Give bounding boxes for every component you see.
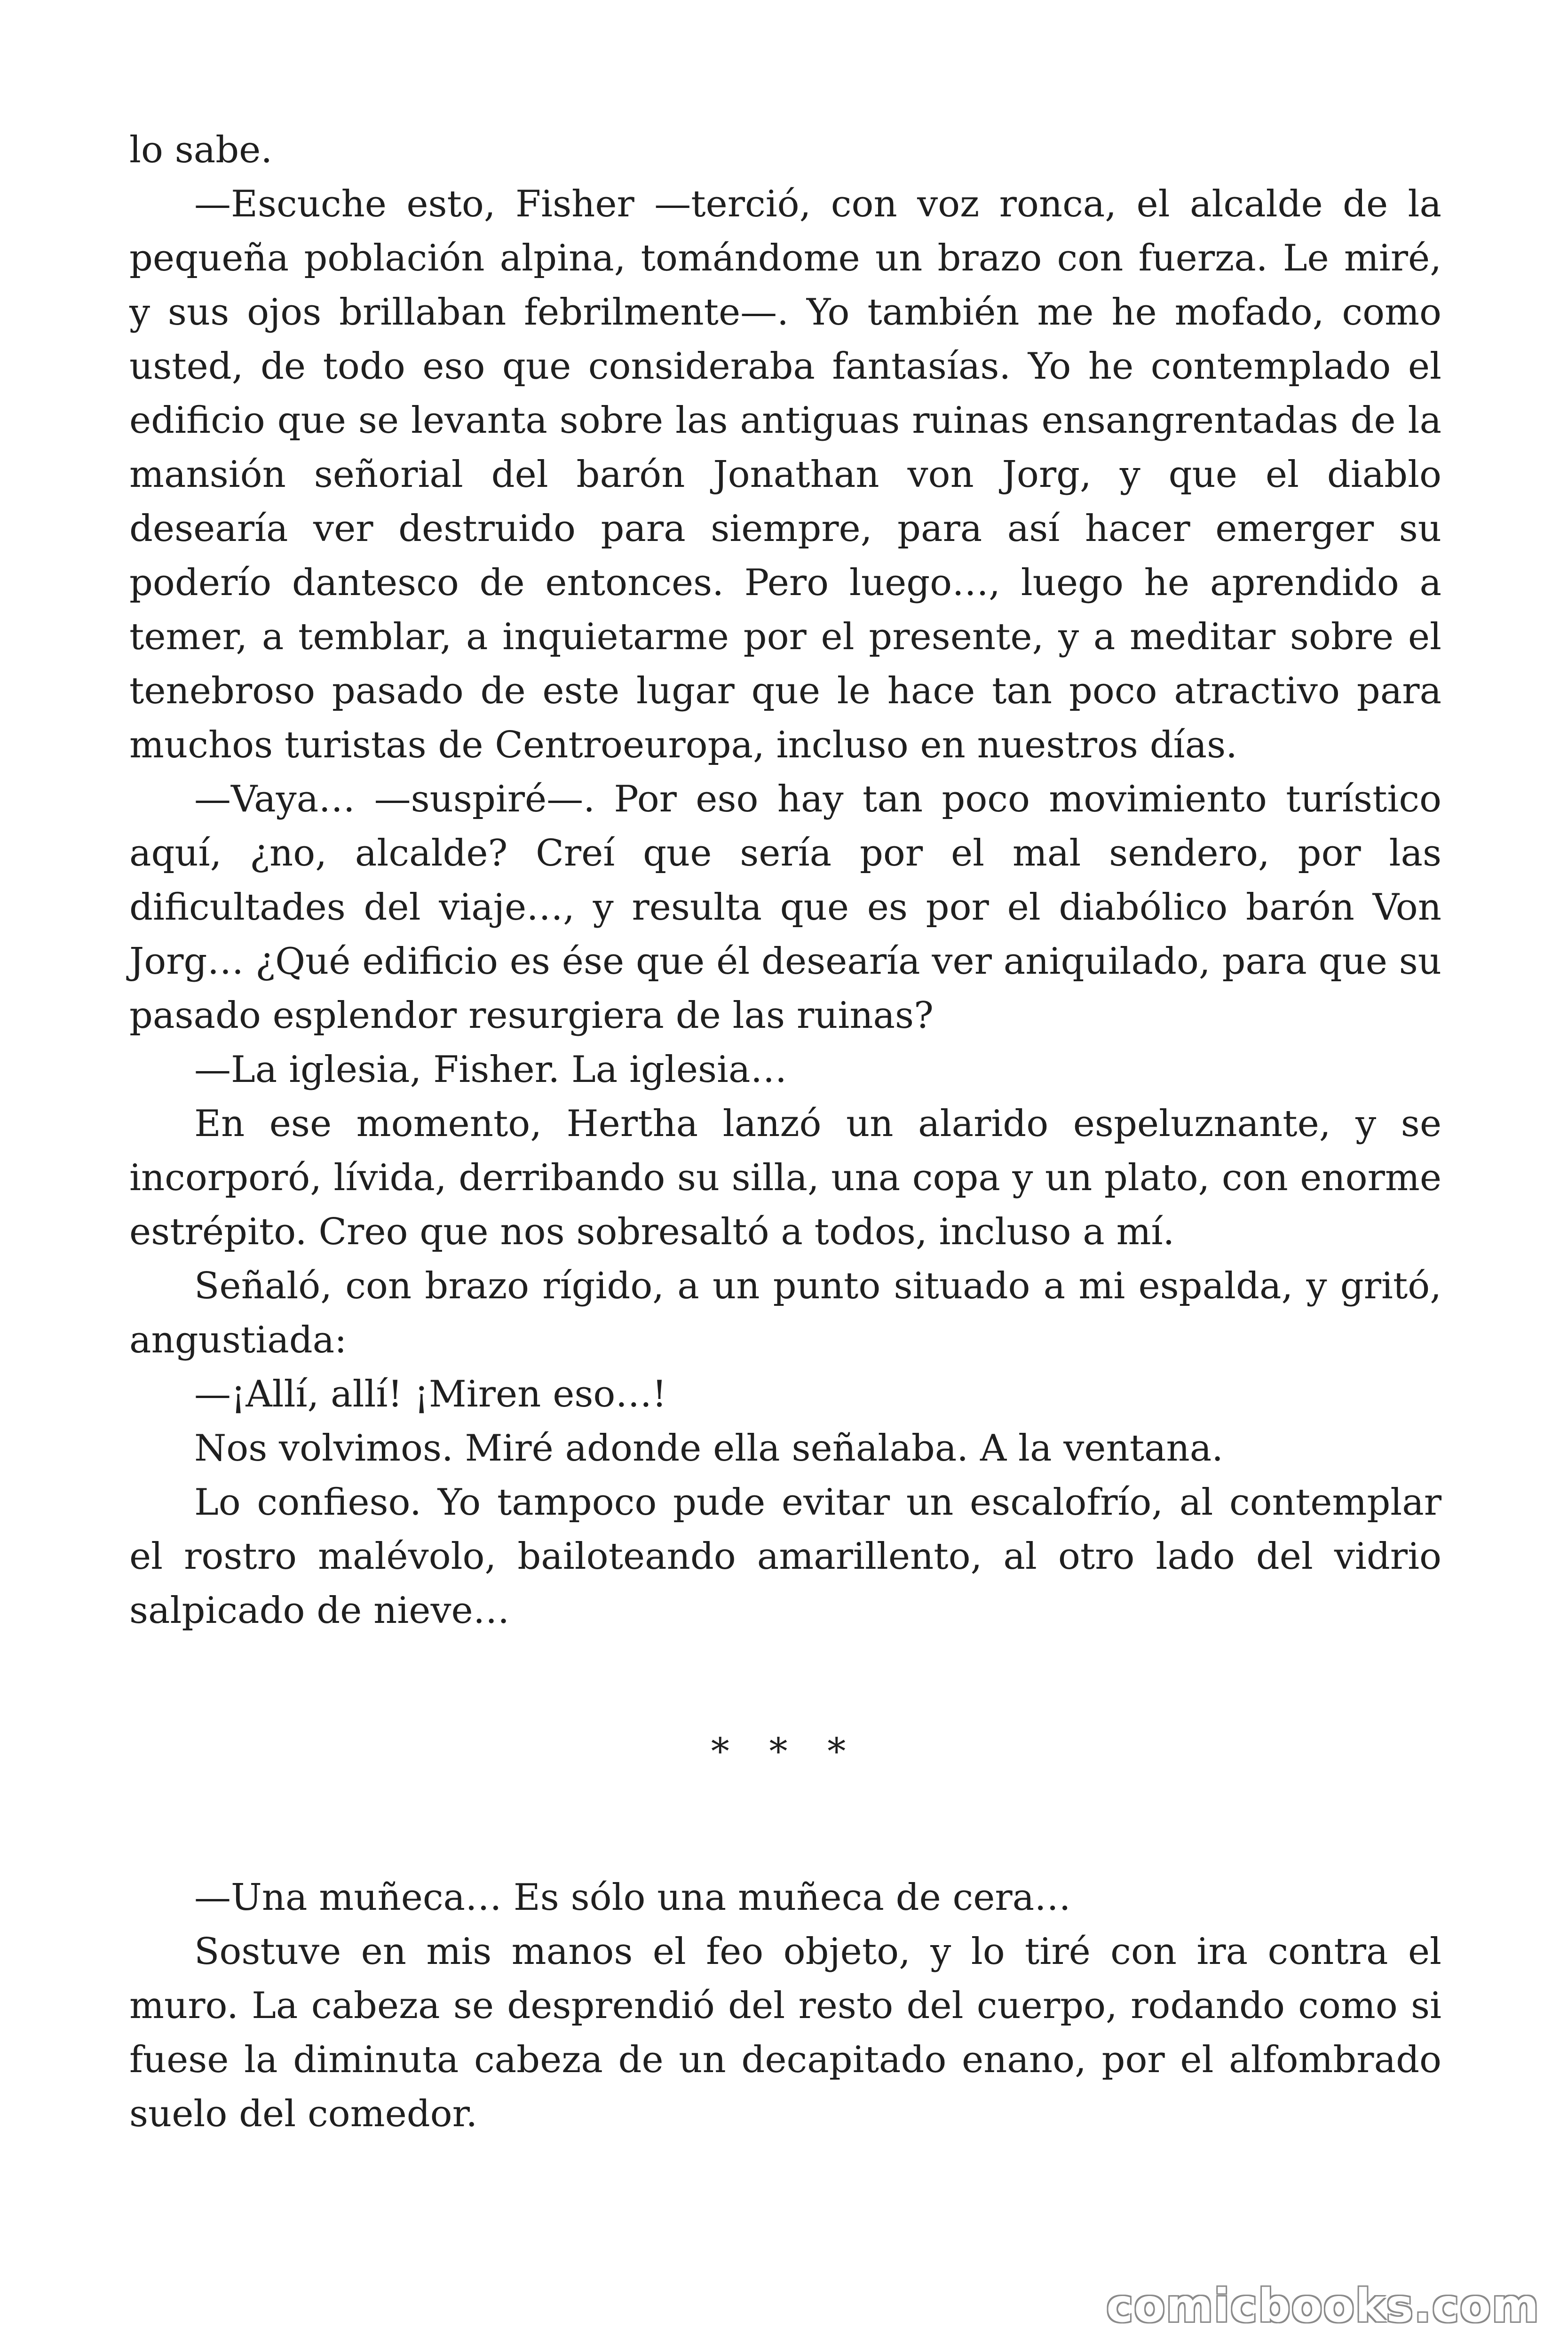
paragraph: —¡Allí, allí! ¡Miren eso…! xyxy=(194,1373,667,1415)
paragraph: Nos volvimos. Miré adonde ella señalaba. A la ventana. xyxy=(194,1427,1224,1470)
paragraph: Lo confieso. Yo tampoco pude evitar un escalofrío, al contemplar el rostro malévolo, bailoteando amarillento, al otro lado del vidrio salpicado de nieve… xyxy=(129,1481,1441,1632)
paragraph: —Vaya… —suspiré—. Por eso hay tan poco movimiento turístico aquí, ¿no, alcalde? Creí que sería por el mal sendero, por las dificultades del viaje…, y resulta que es por el diabólico barón Von Jorg… ¿Qué edificio es ése que él desearía ver aniquilado, para que su pasado esplendor resurgiera de las ruinas? xyxy=(129,778,1441,1037)
watermark: comicbooks.com xyxy=(1106,2280,1540,2332)
paragraph: Señaló, con brazo rígido, a un punto situado a mi espalda, y gritó, angustiada: xyxy=(129,1265,1441,1361)
paragraph: Sostuve en mis manos el feo objeto, y lo tiré con ira contra el muro. La cabeza se desprendió del resto del cuerpo, rodando como si fuese la diminuta cabeza de un decapitado enano, por el alfombrado suelo del comedor. xyxy=(129,1931,1441,2135)
section-break: * * * xyxy=(711,1731,860,1773)
paragraph: —La iglesia, Fisher. La iglesia… xyxy=(194,1049,787,1091)
paragraph: —Una muñeca… Es sólo una muñeca de cera… xyxy=(194,1876,1071,1919)
paragraph: En ese momento, Hertha lanzó un alarido espeluznante, y se incorporó, lívida, derribando su silla, una copa y un plato, con enorme estrépito. Creo que nos sobresaltó a todos, incluso a mí. xyxy=(129,1103,1441,1253)
paragraph: lo sabe. xyxy=(129,129,273,171)
paragraph: —Escuche esto, Fisher —terció, con voz ronca, el alcalde de la pequeña población alpina, tomándome un brazo con fuerza. Le miré, y sus ojos brillaban febrilmente—. Yo también me he mofado, como usted, de todo eso que consideraba fantasías. Yo he contemplado el edificio que se levanta sobre las antiguas ruinas ensangrentadas de la mansión señorial del barón Jonathan von Jorg, y que el diablo desearía ver destruido para siempre, para así hacer emerger su poderío dantesco de entonces. Pero luego…, luego he aprendido a temer, a temblar, a inquietarme por el presente, y a meditar sobre el tenebroso pasado de este lugar que le hace tan poco atractivo para muchos turistas de Centroeuropa, incluso en nuestros días. xyxy=(129,183,1441,766)
page-body xyxy=(129,123,1441,2141)
